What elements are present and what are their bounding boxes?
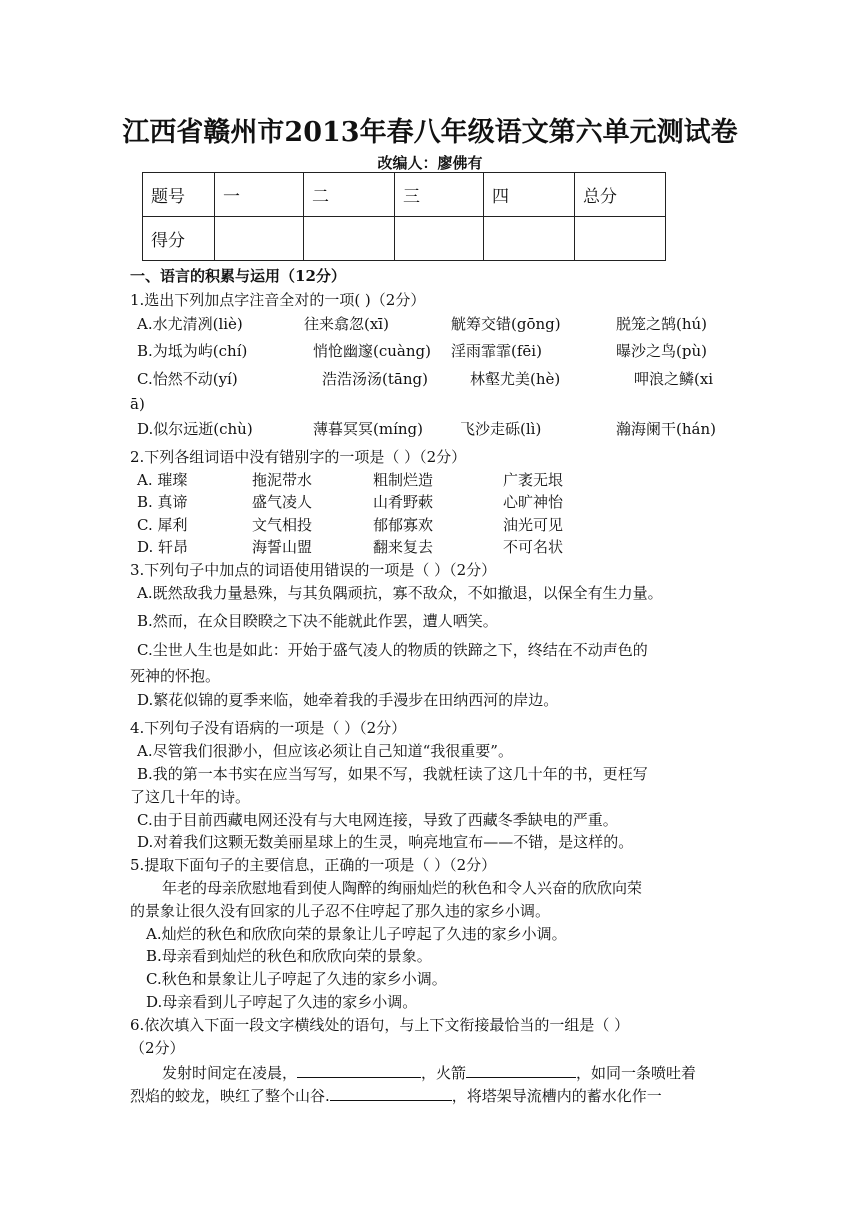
table-cell: 二 (304, 173, 395, 217)
option-a: A. 璀璨 (137, 471, 188, 489)
option-d: D.似尔远逝(chù) (137, 420, 253, 438)
question-stem: 1.选出下列加点字注音全对的一项( )（2分） (130, 291, 426, 309)
table-cell: 得分 (143, 217, 215, 261)
table-cell (575, 217, 666, 261)
score-table (142, 172, 666, 261)
option-d: D.繁花似锦的夏季来临，她牵着我的手漫步在田纳西河的岸边。 (137, 691, 559, 709)
table-cell (484, 217, 575, 261)
section-heading: 一、语言的积累与运用（12分） (130, 267, 346, 285)
option-b: B.母亲看到灿烂的秋色和欣欣向荣的景象。 (146, 947, 432, 965)
table-cell: 三 (395, 173, 484, 217)
question-stem: 3.下列句子中加点的词语使用错误的一项是（ ）（2分） (130, 561, 497, 579)
option-a: A.水尤清冽(liè) (137, 315, 243, 333)
question-stem: 6.依次填入下面一段文字横线处的语句，与上下文衔接最恰当的一组是（ ） (130, 1016, 630, 1034)
option-continuation: ā) (130, 395, 145, 413)
passage-line: 的景象让很久没有回家的儿子忍不住哼起了那久违的家乡小调。 (130, 902, 551, 920)
option-item: 翻来复去 (373, 538, 434, 556)
option-c: C. 犀利 (137, 516, 188, 534)
passage-line: 年老的母亲欣慰地看到使人陶醉的绚丽灿烂的秋色和令人兴奋的欣欣向荣 (162, 879, 643, 897)
option-d: D.母亲看到儿子哼起了久违的家乡小调。 (146, 993, 418, 1011)
option-b: B.为坻为屿(chí) (137, 342, 248, 360)
option-c: C.怡然不动(yí) (137, 370, 238, 388)
option-item: 淫雨霏霏(fēi) (451, 342, 542, 360)
option-a: A.尽管我们很渺小，但应该必须让自己知道“我很重要”。 (137, 742, 513, 760)
passage-text: ，火箭 (421, 1064, 467, 1082)
option-item: 曝沙之鸟(pù) (616, 342, 707, 360)
option-d: D. 轩昂 (137, 538, 189, 556)
option-item: 往来翕忽(xī) (304, 315, 389, 333)
option-c: C.尘世人生也是如此：开始于盛气凌人的物质的铁蹄之下，终结在不动声色的 (137, 641, 648, 659)
table-row (143, 217, 666, 261)
passage-text: 发射时间定在凌晨， (162, 1064, 298, 1082)
option-d: D.对着我们这颗无数美丽星球上的生灵，响亮地宣布——不错，是这样的。 (137, 833, 634, 851)
question-stem: 5.提取下面句子的主要信息，正确的一项是（ ）（2分） (130, 856, 497, 874)
option-continuation: 死神的怀抱。 (130, 667, 221, 685)
fill-blank[interactable] (466, 1061, 576, 1078)
option-item: 油光可见 (503, 516, 564, 534)
table-cell: 题号 (143, 173, 215, 217)
table-cell (215, 217, 304, 261)
option-item: 山肴野蔌 (373, 493, 434, 511)
option-item: 海誓山盟 (252, 538, 313, 556)
option-item: 悄怆幽邃(cuàng) (313, 342, 431, 360)
table-cell: 一 (215, 173, 304, 217)
option-b: B. 真谛 (137, 493, 188, 511)
question-stem: 2.下列各组词语中没有错别字的一项是（ ）（2分） (130, 448, 467, 466)
option-item: 薄暮冥冥(míng) (313, 420, 423, 438)
option-item: 脱笼之鹄(hú) (616, 315, 708, 333)
option-item: 盛气凌人 (252, 493, 313, 511)
page-title: 江西省赣州市2013年春八年级语文第六单元测试卷 (122, 117, 738, 148)
option-item: 不可名状 (503, 538, 564, 556)
option-c: C.秋色和景象让儿子哼起了久违的家乡小调。 (146, 970, 447, 988)
option-b: B.我的第一本书实在应当写写，如果不写，我就枉读了这几十年的书，更枉写 (137, 765, 648, 783)
passage-line (130, 1084, 662, 1106)
fill-blank[interactable] (297, 1061, 421, 1078)
question-score: （2分） (130, 1039, 185, 1057)
table-cell: 四 (484, 173, 575, 217)
option-b: B.然而，在众目睽睽之下决不能就此作罢，遭人哂笑。 (137, 612, 498, 630)
option-item: 文气相投 (252, 516, 313, 534)
passage-text: ，如同一条喷吐着 (576, 1064, 697, 1082)
option-item: 广袤无垠 (503, 471, 564, 489)
passage-text: ，将塔架导流槽内的蓄水化作一 (451, 1087, 662, 1105)
passage-text: 烈焰的蛟龙，映红了整个山谷. (130, 1087, 330, 1105)
option-c: C.由于目前西藏电网还没有与大电网连接，导致了西藏冬季缺电的严重。 (137, 811, 618, 829)
question-stem: 4.下列句子没有语病的一项是（ ）（2分） (130, 719, 407, 737)
table-cell: 总分 (575, 173, 666, 217)
option-item: 觥筹交错(gōng) (451, 315, 561, 333)
option-item: 瀚海阑干(hán) (616, 420, 716, 438)
option-item: 浩浩汤汤(tāng) (322, 370, 428, 388)
option-item: 飞沙走砾(lì) (460, 420, 542, 438)
option-item: 郁郁寡欢 (373, 516, 434, 534)
option-a: A.既然敌我力量悬殊，与其负隅顽抗，寡不敌众，不如撤退，以保全有生力量。 (137, 584, 663, 602)
option-item: 心旷神怡 (503, 493, 564, 511)
author-line: 改编人：廖佛有 (377, 154, 483, 172)
option-continuation: 了这几十年的诗。 (130, 788, 251, 806)
option-item: 呷浪之鳞(xi (634, 370, 714, 388)
option-a: A.灿烂的秋色和欣欣向荣的景象让儿子哼起了久违的家乡小调。 (146, 925, 567, 943)
option-item: 拖泥带水 (252, 471, 313, 489)
table-row (143, 173, 666, 217)
fill-blank[interactable] (330, 1084, 452, 1101)
passage-line (162, 1061, 696, 1083)
table-cell (395, 217, 484, 261)
option-item: 林壑尤美(hè) (470, 370, 561, 388)
table-cell (304, 217, 395, 261)
option-item: 粗制烂造 (373, 471, 434, 489)
